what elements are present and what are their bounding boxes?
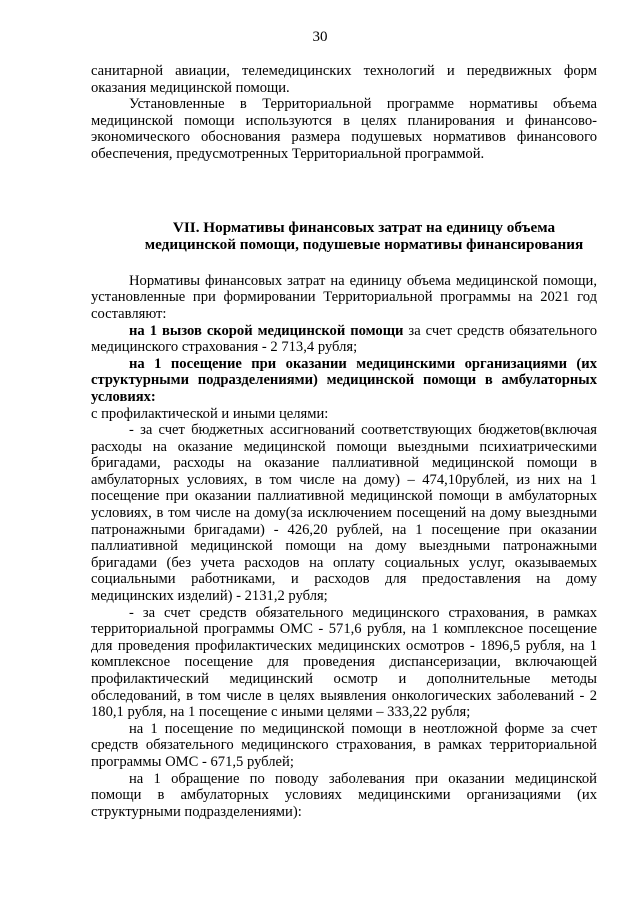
paragraph-normatives-intro: Нормативы финансовых затрат на единицу объема медицинской помощи, установленные при формировании Территориальной программы на 2021 год составляют: xyxy=(91,272,597,322)
section-heading-line-1: VII. Нормативы финансовых затрат на единицу объема xyxy=(172,218,556,236)
paragraph-disease-appeal: на 1 обращение по поводу заболевания при оказании медицинской помощи в амбулаторных условиях медицинскими организациями (их структурными подразделениями): xyxy=(91,770,597,820)
page-number: 30 xyxy=(312,29,328,45)
ambulance-call-bold: на 1 вызов скорой медицинской помощи xyxy=(129,322,404,339)
section-heading-line-2: медицинской помощи, подушевые нормативы финансирования xyxy=(144,236,584,254)
paragraph-urgent-care: на 1 посещение по медицинской помощи в неотложной форме за счет средств обязательного медицинского страхования, в рамках территориальной программы ОМС - 671,5 рублей; xyxy=(91,720,597,770)
paragraph-ambulance-call xyxy=(91,323,597,356)
paragraph-oms-funds: - за счет средств обязательного медицинского страхования, в рамках территориальной программы ОМС - 571,6 рубля, на 1 комплексное посещение для проведения профилактических медицинских осмотров - 1896,5 рубля, на 1 комплексное посещение для проведения диспансеризации, включающей профилактический медицинский осмотр и дополнительные методы обследований, в том числе в целях выявления онкологических заболеваний - 2 180,1 рубля, на 1 посещение с иными целями – 333,22 рубля; xyxy=(91,604,597,721)
intro-paragraph-continued: санитарной авиации, телемедицинских технологий и передвижных форм оказания медицинской помощи. xyxy=(91,63,597,96)
paragraph-outpatient-visit: на 1 посещение при оказании медицинскими организациями (их структурными подразделениями) медицинской помощи в амбулаторных условиях: xyxy=(91,355,597,405)
ambulance-call-text: за счет средств обязательного медицинского страхования - 2 713,4 рубля; xyxy=(91,322,597,356)
paragraph-preventive-purposes: с профилактической и иными целями: xyxy=(91,405,329,422)
document-body xyxy=(91,63,597,820)
intro-paragraph: Установленные в Территориальной программе нормативы объема медицинской помощи используются в целях планирования и финансово-экономического обоснования размера подушевых нормативов финансового обеспечения, предусмотренных Территориальной программой. xyxy=(91,96,597,162)
section-heading xyxy=(91,219,597,254)
paragraph-budget-funds: - за счет бюджетных ассигнований соответствующих бюджетов(включая расходы на оказание медицинской помощи выездными психиатрическими бригадами, расходы на оказание паллиативной медицинской помощи в амбулаторных условиях, в том числе на дому) – 474,10рублей, из них на 1 посещение при оказании паллиативной медицинской помощи в амбулаторных условиях, в том числе на дому(за исключением посещений на дому выездными патронажными бригадами) - 426,20 рублей, на 1 посещение при оказании паллиативной медицинской помощи на дому выездными патронажными бригадами (без учета расходов на оплату социальных услуг, оказываемых социальными работниками, и расходов для предоставления на дому медицинских изделий) - 2131,2 рубля; xyxy=(91,422,597,605)
